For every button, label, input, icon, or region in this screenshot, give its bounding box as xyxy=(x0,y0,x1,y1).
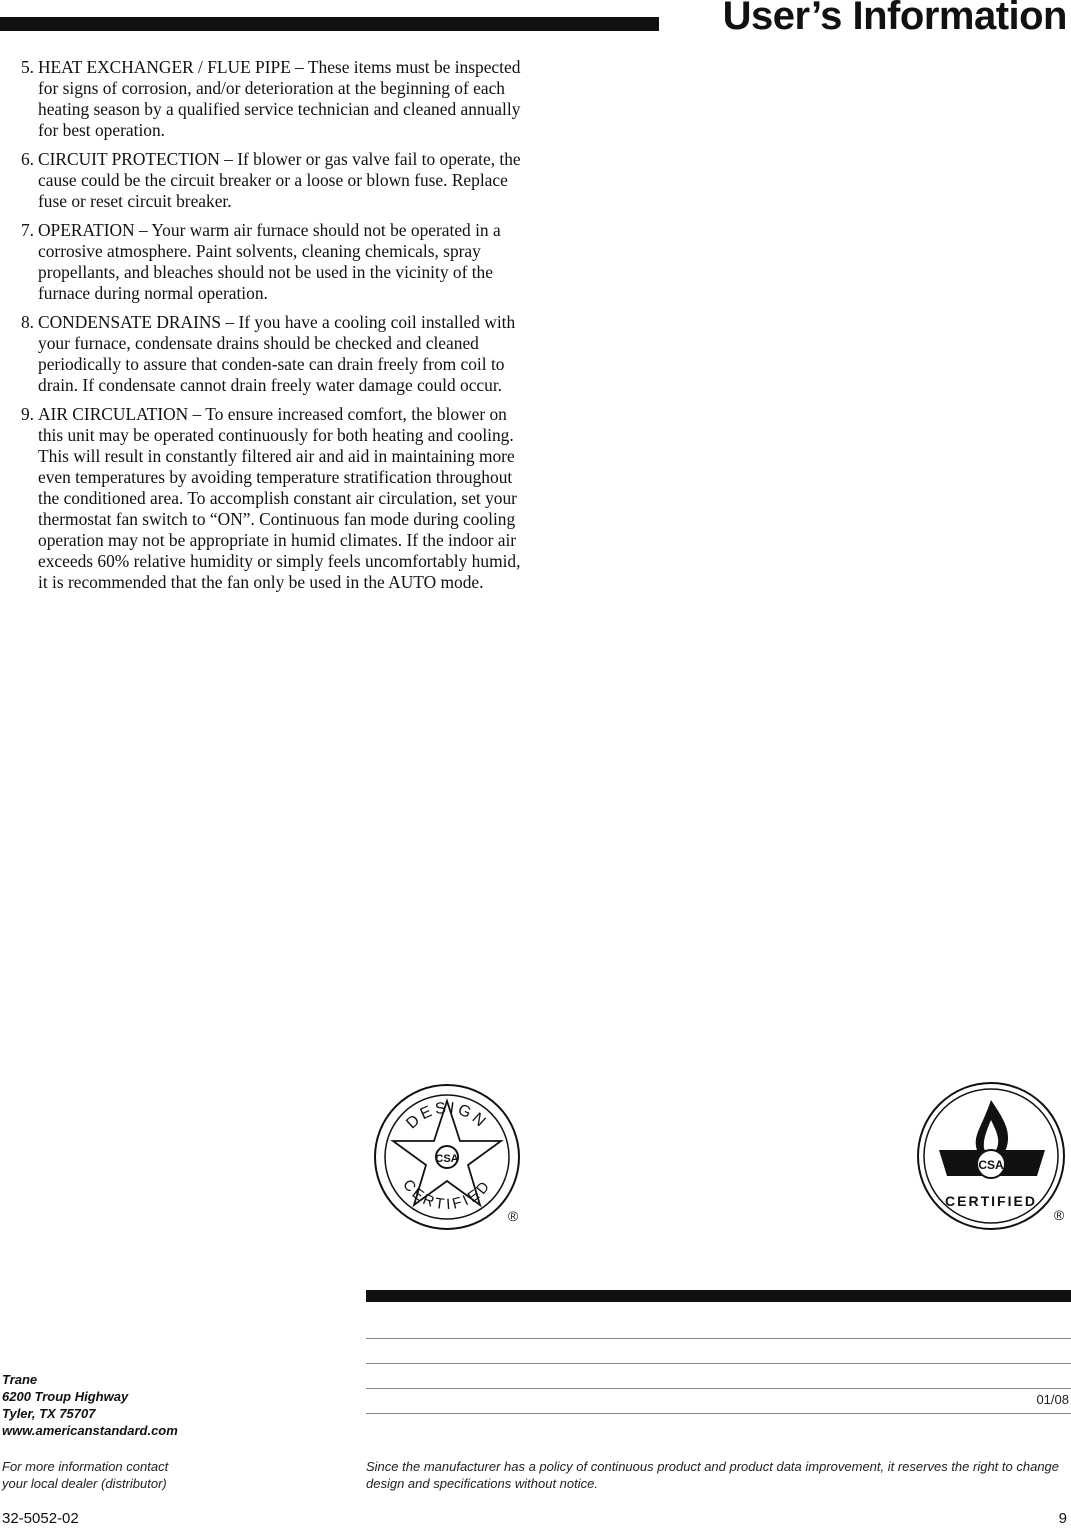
svg-text:DESIGN xyxy=(403,1100,490,1133)
page-number: 9 xyxy=(1058,1510,1067,1527)
item-text: CIRCUIT PROTECTION – If blower or gas valve fail to operate, the cause could be the circuit breaker or a loose or blown fuse. Replace fuse or reset circuit breaker. xyxy=(38,149,521,211)
contact-line: your local dealer (distributor) xyxy=(2,1476,167,1491)
street-address: 6200 Troup Highway xyxy=(2,1389,129,1404)
city-state-zip: Tyler, TX 75707 xyxy=(2,1406,96,1421)
revision-date: 01/08 xyxy=(1036,1392,1069,1407)
item-text: AIR CIRCULATION – To ensure increased comfort, the blower on this unit may be operated continuously for both heating and cooling. This will result in constantly filtered air and aid in maintaining more even temperatures by avoiding temperature stratification throughout the conditioned area. To accomplish constant air circulation, set your thermostat fan switch to “ON”. Continuous fan mode during cooling operation may not be appropriate in humid climates. If the indoor air exceeds 60% relative humidity or simply feels uncomfortably humid, it is recommended that the fan only be used in the AUTO mode. xyxy=(38,404,521,592)
page-title: User’s Information xyxy=(722,0,1067,38)
maintenance-list xyxy=(10,57,530,601)
item-number: 7. xyxy=(20,220,34,240)
item-number: 8. xyxy=(20,312,34,332)
seal-top-text: DESIGN xyxy=(403,1099,491,1133)
list-item xyxy=(10,312,530,396)
seal-center-text: CSA xyxy=(978,1158,1004,1172)
csa-flame-seal-icon xyxy=(917,1080,1071,1235)
company-address xyxy=(2,1371,178,1439)
document-number: 32-5052-02 xyxy=(2,1510,79,1527)
design-certified-seal-icon xyxy=(373,1083,525,1235)
list-item xyxy=(10,149,530,212)
contact-line: For more information contact xyxy=(2,1459,169,1474)
footer-rule xyxy=(366,1363,1071,1364)
list-item xyxy=(10,220,530,304)
footer-rule xyxy=(366,1413,1071,1414)
seal-center-text: CSA xyxy=(435,1153,459,1165)
footer-rule xyxy=(366,1338,1071,1339)
registered-mark: ® xyxy=(1053,1207,1065,1223)
footer-rule xyxy=(366,1388,1071,1389)
contact-note xyxy=(2,1458,168,1492)
seal-bottom-text: CERTIFIED xyxy=(399,1176,495,1214)
header-bar xyxy=(0,17,659,31)
seal-label: CERTIFIED xyxy=(945,1193,1037,1209)
disclaimer: Since the manufacturer has a policy of continuous product and product data improvement, it reserves the right to change design and specifications without notice. xyxy=(366,1459,1060,1491)
item-text: HEAT EXCHANGER / FLUE PIPE – These items must be inspected for signs of corrosion, and/or deterioration at the beginning of each heating season by a qualified service technician and cleaned annually for best operation. xyxy=(38,57,521,140)
registered-mark: ® xyxy=(507,1208,519,1224)
item-text: OPERATION – Your warm air furnace should not be operated in a corrosive atmosphere. Paint solvents, cleaning chemicals, spray propellants, and bleaches should not be used in the vicinity of the furnace during normal operation. xyxy=(38,220,501,303)
item-number: 9. xyxy=(20,404,34,424)
list-item xyxy=(10,57,530,141)
item-number: 6. xyxy=(20,149,34,169)
item-text: CONDENSATE DRAINS – If you have a cooling coil installed with your furnace, condensate drains should be checked and cleaned periodically to assure that conden-sate can drain freely from coil to drain. If condensate cannot drain freely water damage could occur. xyxy=(38,312,516,395)
footer-rule-thick xyxy=(366,1290,1071,1302)
website-link[interactable]: www.americanstandard.com xyxy=(2,1423,178,1438)
item-number: 5. xyxy=(20,57,34,77)
list-item xyxy=(10,404,530,593)
company-name: Trane xyxy=(2,1372,38,1387)
